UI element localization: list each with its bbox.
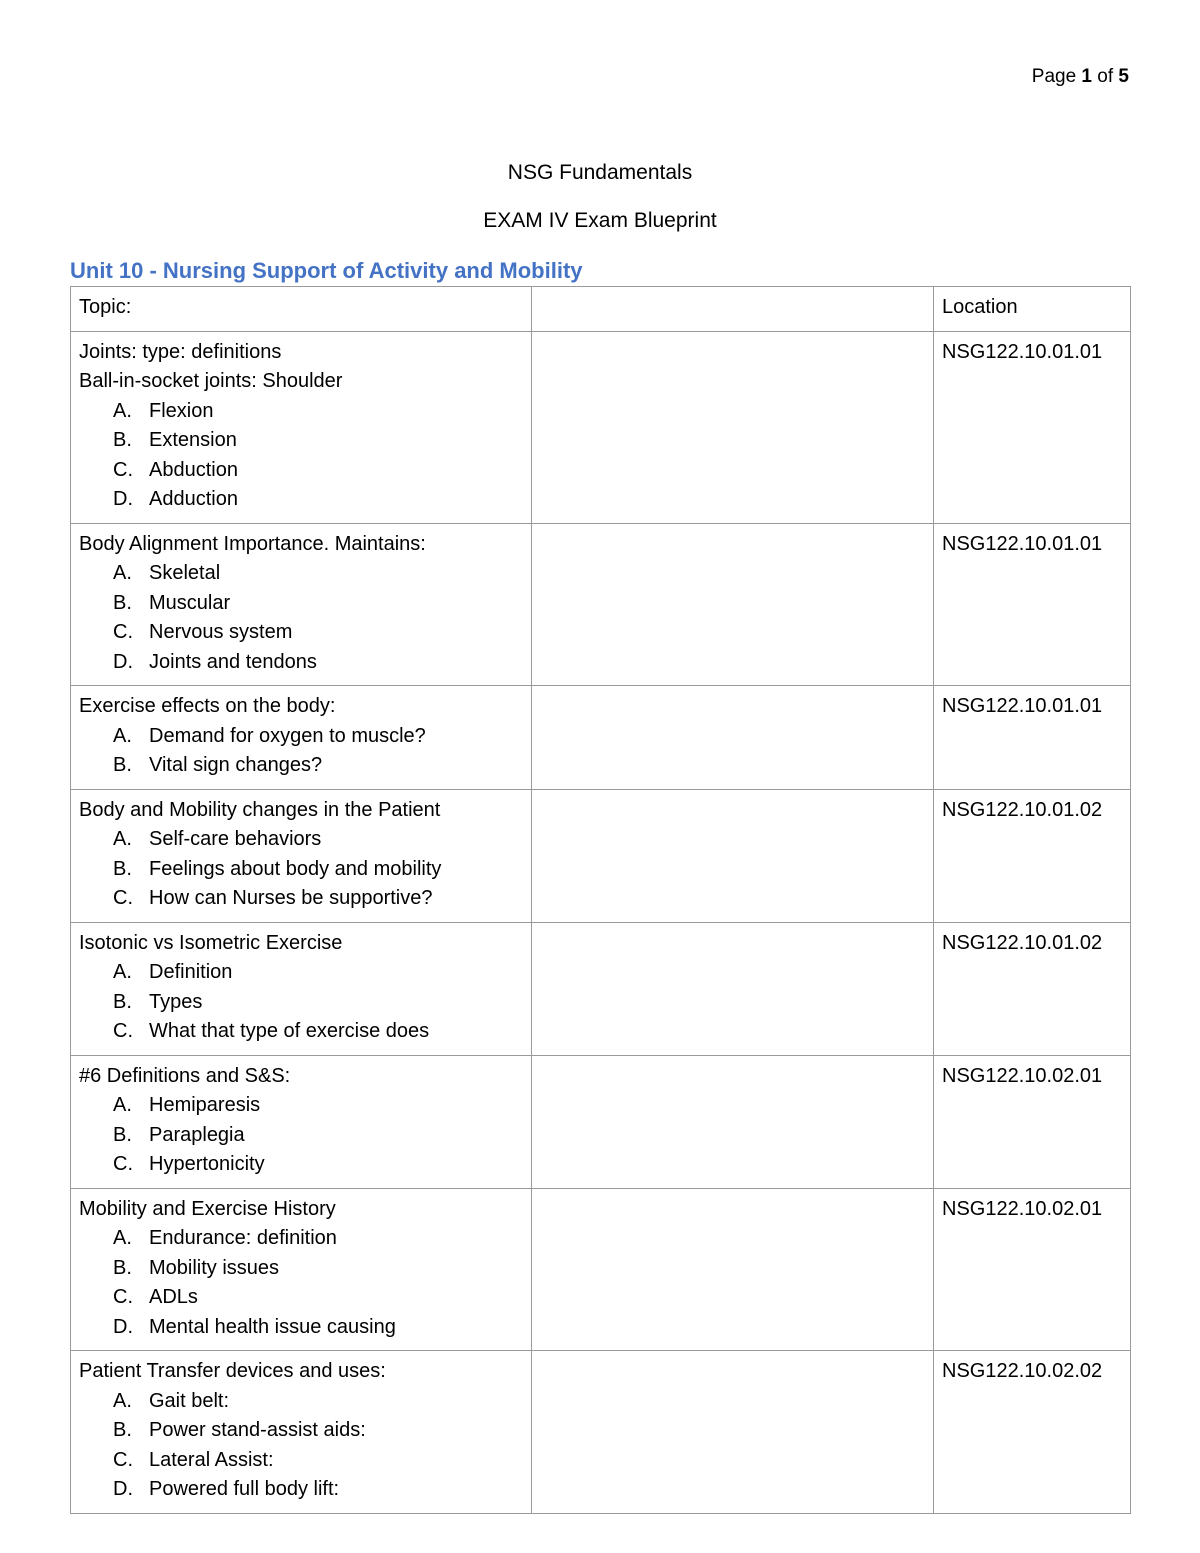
subtopic-text: Demand for oxygen to muscle? [149,724,426,747]
subtopic-text: Self-care behaviors [149,828,322,850]
subtopic-text: Paraplegia [149,1123,245,1146]
location-cell: NSG122.10.01.01 [934,686,1131,790]
table-row [71,789,1131,922]
table-row [71,523,1131,686]
location-cell: NSG122.10.01.01 [934,331,1131,523]
subtopic-item [113,1091,523,1121]
topic-line: Isotonic vs Isometric Exercise [79,931,343,954]
subtopic-marker: C. [113,1153,133,1175]
topic-line: Exercise effects on the body: [79,695,336,717]
subtopic-item [113,559,523,589]
subtopic-marker: B. [113,857,132,880]
table-row [71,331,1131,523]
subtopic-text: Flexion [149,399,214,422]
blank-cell [532,1055,934,1188]
subtopic-item [113,722,523,752]
header-middle [532,287,934,332]
subtopic-marker: C. [113,1448,133,1471]
subtopic-text: Lateral Assist: [149,1448,274,1471]
page-current: 1 [1081,66,1092,87]
subtopic-item [113,988,523,1018]
subtopic-item [113,958,523,988]
subtopic-text: Powered full body lift: [149,1478,340,1500]
subtopic-text: Nervous system [149,621,293,643]
blank-cell [532,1351,934,1514]
subtopic-text: Muscular [149,591,231,614]
table-row [71,1055,1131,1188]
subtopic-text: What that type of exercise does [149,1020,430,1042]
blank-cell [532,331,934,523]
subtopic-marker: A. [113,961,132,983]
subtopic-text: Adduction [149,488,238,510]
subtopic-marker: B. [113,754,132,776]
location-cell: NSG122.10.01.02 [934,922,1131,1055]
header-topic: Topic: [71,287,532,332]
location-cell: NSG122.10.02.01 [934,1055,1131,1188]
table-row [71,922,1131,1055]
page-label: Page [1031,66,1077,87]
subtopic-item [113,397,523,427]
subtopic-marker: D. [113,1478,133,1500]
subtopic-marker: D. [113,650,133,673]
location-cell: NSG122.10.01.02 [934,789,1131,922]
topic-cell [71,686,532,790]
subtopic-item [113,1446,523,1476]
subtopic-marker: A. [113,1094,132,1116]
subtopic-list [79,397,523,515]
topic-line: Mobility and Exercise History [79,1197,336,1220]
subtopic-item [113,1283,523,1313]
subtopic-list [79,1224,523,1342]
subtopic-item [113,884,523,914]
topic-cell [71,922,532,1055]
subtopic-marker: D. [113,1315,133,1338]
subtopic-marker: A. [113,1389,132,1412]
table-row [71,1351,1131,1514]
topic-cell [71,1188,532,1351]
subtopic-item [113,855,523,885]
topic-cell [71,1351,532,1514]
subtopic-marker: C. [113,1020,133,1042]
unit-heading: Unit 10 - Nursing Support of Activity and Mobility [70,258,583,283]
subtopic-marker: C. [113,887,133,909]
subtopic-item [113,426,523,456]
subtopic-text: Skeletal [149,562,221,584]
subtopic-marker: C. [113,621,133,643]
subtopic-item [113,1017,523,1047]
location-cell: NSG122.10.02.01 [934,1188,1131,1351]
subtopic-list [79,825,523,914]
blank-cell [532,789,934,922]
subtopic-marker: B. [113,429,132,451]
subtopic-list [79,559,523,677]
subtopic-marker: B. [113,591,132,614]
subtopic-item [113,1387,523,1417]
subtopic-marker: A. [113,724,132,747]
subtopic-list [79,722,523,781]
subtopic-text: Hypertonicity [149,1153,265,1175]
subtopic-marker: B. [113,1256,132,1279]
blank-cell [532,686,934,790]
subtopic-marker: D. [113,488,133,510]
page-total: 5 [1118,66,1129,87]
subtopic-text: Power stand-assist aids: [149,1419,366,1441]
subtopic-list [79,958,523,1047]
subtopic-text: ADLs [149,1286,198,1308]
subtopic-item [113,589,523,619]
subtopic-item [113,1121,523,1151]
subtopic-text: Endurance: definition [149,1227,337,1249]
subtopic-item [113,485,523,515]
subtopic-item [113,456,523,486]
header-location: Location [934,287,1131,332]
blueprint-table [70,286,1131,1514]
subtopic-text: Joints and tendons [149,650,317,673]
subtopic-item [113,751,523,781]
table-header-row [71,287,1131,332]
blank-cell [532,922,934,1055]
subtopic-text: Extension [149,429,237,451]
subtopic-text: Definition [149,961,233,983]
subtopic-marker: B. [113,990,132,1013]
subtopic-marker: B. [113,1419,132,1441]
location-cell: NSG122.10.02.02 [934,1351,1131,1514]
subtopic-item [113,1224,523,1254]
subtopic-list [79,1091,523,1180]
subtopic-marker: B. [113,1123,132,1146]
page-of-label: of [1097,66,1114,87]
subtopic-marker: A. [113,562,132,584]
topic-line: Body and Mobility changes in the Patient [79,798,441,821]
subtopic-marker: C. [113,1286,133,1308]
subtopic-text: Abduction [149,458,238,481]
subtopic-text: Mental health issue causing [149,1315,396,1338]
subtopic-item [113,825,523,855]
blank-cell [532,1188,934,1351]
subtopic-marker: C. [113,458,133,481]
subtopic-text: Types [149,990,203,1013]
table-row [71,1188,1131,1351]
topic-cell [71,789,532,922]
topic-line: Body Alignment Importance. Maintains: [79,532,426,555]
subtopic-text: Hemiparesis [149,1094,261,1116]
exam-title: EXAM IV Exam Blueprint [483,209,717,232]
subtopic-text: Feelings about body and mobility [149,857,442,880]
topic-line: Patient Transfer devices and uses: [79,1360,386,1382]
subtopic-item [113,648,523,678]
topic-cell [71,331,532,523]
topic-line: #6 Definitions and S&S: [79,1064,291,1087]
subtopic-text: Vital sign changes? [149,754,323,776]
subtopic-item [113,1313,523,1343]
topic-cell [71,1055,532,1188]
subtopic-text: How can Nurses be supportive? [149,887,433,909]
subtopic-text: Gait belt: [149,1389,230,1412]
subtopic-item [113,1475,523,1505]
subtopic-item [113,1150,523,1180]
topic-line: Ball-in-socket joints: Shoulder [79,370,343,392]
subtopic-marker: A. [113,399,132,422]
table-body [71,287,1131,1514]
subtopic-item [113,1254,523,1284]
subtopic-item [113,1416,523,1446]
course-title: NSG Fundamentals [507,161,693,184]
subtopic-list [79,1387,523,1505]
topic-line: Joints: type: definitions [79,340,282,363]
location-cell: NSG122.10.01.01 [934,523,1131,686]
subtopic-text: Mobility issues [149,1256,280,1279]
subtopic-marker: A. [113,828,132,850]
blank-cell [532,523,934,686]
subtopic-item [113,618,523,648]
table-row [71,686,1131,790]
page-number [1032,66,1129,88]
subtopic-marker: A. [113,1227,132,1249]
topic-cell [71,523,532,686]
